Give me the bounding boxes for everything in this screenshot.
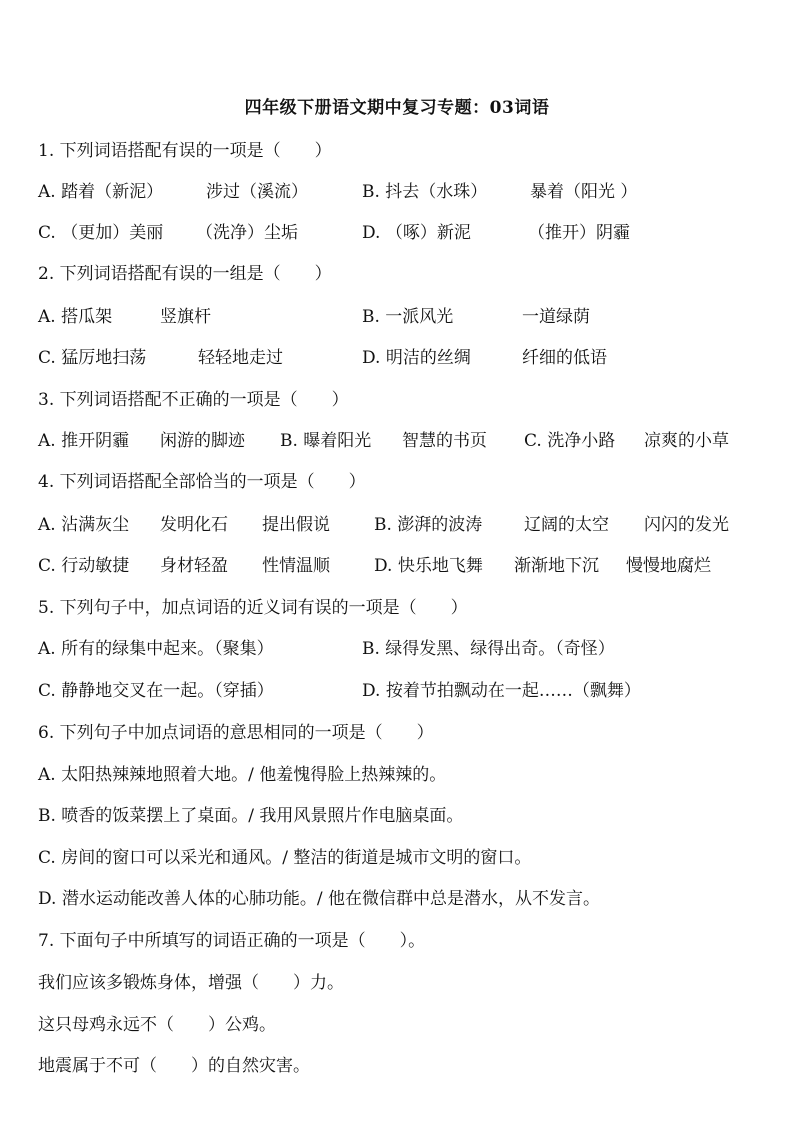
option-d-item-2: （推开）阴霾	[528, 223, 630, 243]
option-a-item-2: 涉过（溪流）	[206, 182, 308, 202]
question-4-stem: 4. 下列词语搭配全部恰当的一项是（ ）	[38, 472, 366, 492]
option-b-item-2: 智慧的书页	[402, 431, 487, 451]
question-7-sentence-1: 我们应该多锻炼身体，增强（ ）力。	[38, 973, 344, 993]
question-6-stem: 6. 下列句子中加点词语的意思相同的一项是（ ）	[38, 723, 434, 743]
option-a-item-3: 提出假说	[262, 515, 330, 535]
question-2-stem: 2. 下列词语搭配有误的一组是（ ）	[38, 264, 332, 284]
option-b-item-1: B. 曝着阳光	[280, 431, 372, 451]
option-c-item-1: C. 行动敏捷	[38, 556, 130, 576]
option-c-item-2: 轻轻地走过	[198, 348, 283, 368]
question-7-sentence-3: 地震属于不可（ ）的自然灾害。	[38, 1056, 310, 1076]
option-a-item-1: A. 踏着（新泥）	[38, 182, 164, 202]
question-7-sentence-2: 这只母鸡永远不（ ）公鸡。	[38, 1015, 276, 1035]
option-b: B. 绿得发黑、绿得出奇。（奇怪）	[362, 639, 615, 659]
option-d: D. 按着节拍飘动在一起……（飘舞）	[362, 681, 641, 701]
question-6-option-a: A. 太阳热辣辣地照着大地。/ 他羞愧得脸上热辣辣的。	[38, 765, 447, 785]
option-c-item-2: （洗净）尘垢	[196, 223, 298, 243]
option-d-item-1: D. （啄）新泥	[362, 223, 471, 243]
option-d-item-2: 纤细的低语	[522, 348, 607, 368]
option-c: C. 静静地交叉在一起。（穿插）	[38, 681, 274, 701]
option-b-item-2: 辽阔的太空	[524, 515, 609, 535]
question-7-stem: 7. 下面句子中所填写的词语正确的一项是（ ）。	[38, 931, 426, 951]
option-a-item-2: 竖旗杆	[160, 307, 211, 327]
question-5-stem: 5. 下列句子中，加点词语的近义词有误的一项是（ ）	[38, 598, 468, 618]
option-d-item-3: 慢慢地腐烂	[626, 556, 711, 576]
option-b-item-2: 暴着（阳光 ）	[530, 182, 638, 202]
option-a: A. 所有的绿集中起来。（聚集）	[38, 639, 274, 659]
question-6-option-d: D. 潜水运动能改善人体的心肺功能。/ 他在微信群中总是潜水，从不发言。	[38, 889, 600, 909]
option-a-item-1: A. 沾满灰尘	[38, 515, 130, 535]
option-b-item-1: B. 抖去（水珠）	[362, 182, 488, 202]
option-c-item-2: 凉爽的小草	[644, 431, 729, 451]
option-a-item-1: A. 搭瓜架	[38, 307, 113, 327]
option-d-item-1: D. 快乐地飞舞	[374, 556, 483, 576]
option-c-item-2: 身材轻盈	[160, 556, 228, 576]
option-c-item-1: C. 猛厉地扫荡	[38, 348, 147, 368]
option-a-item-2: 闲游的脚迹	[160, 431, 245, 451]
option-b-item-3: 闪闪的发光	[644, 515, 729, 535]
option-d-item-2: 渐渐地下沉	[514, 556, 599, 576]
page-title: 四年级下册语文期中复习专题：03词语	[244, 98, 550, 118]
option-b-item-1: B. 一派风光	[362, 307, 454, 327]
option-c-item-1: C. 洗净小路	[524, 431, 616, 451]
question-6-option-c: C. 房间的窗口可以采光和通风。/ 整洁的街道是城市文明的窗口。	[38, 848, 532, 868]
option-b-item-1: B. 澎湃的波涛	[374, 515, 483, 535]
option-c-item-3: 性情温顺	[262, 556, 330, 576]
question-3-stem: 3. 下列词语搭配不正确的一项是（ ）	[38, 390, 349, 410]
option-d-item-1: D. 明洁的丝绸	[362, 348, 471, 368]
option-a-item-2: 发明化石	[160, 515, 228, 535]
question-6-option-b: B. 喷香的饭菜摆上了桌面。/ 我用风景照片作电脑桌面。	[38, 806, 464, 826]
option-a-item-1: A. 推开阴霾	[38, 431, 130, 451]
option-c-item-1: C. （更加）美丽	[38, 223, 164, 243]
option-b-item-2: 一道绿荫	[522, 307, 590, 327]
question-1-stem: 1. 下列词语搭配有误的一项是（ ）	[38, 141, 332, 161]
